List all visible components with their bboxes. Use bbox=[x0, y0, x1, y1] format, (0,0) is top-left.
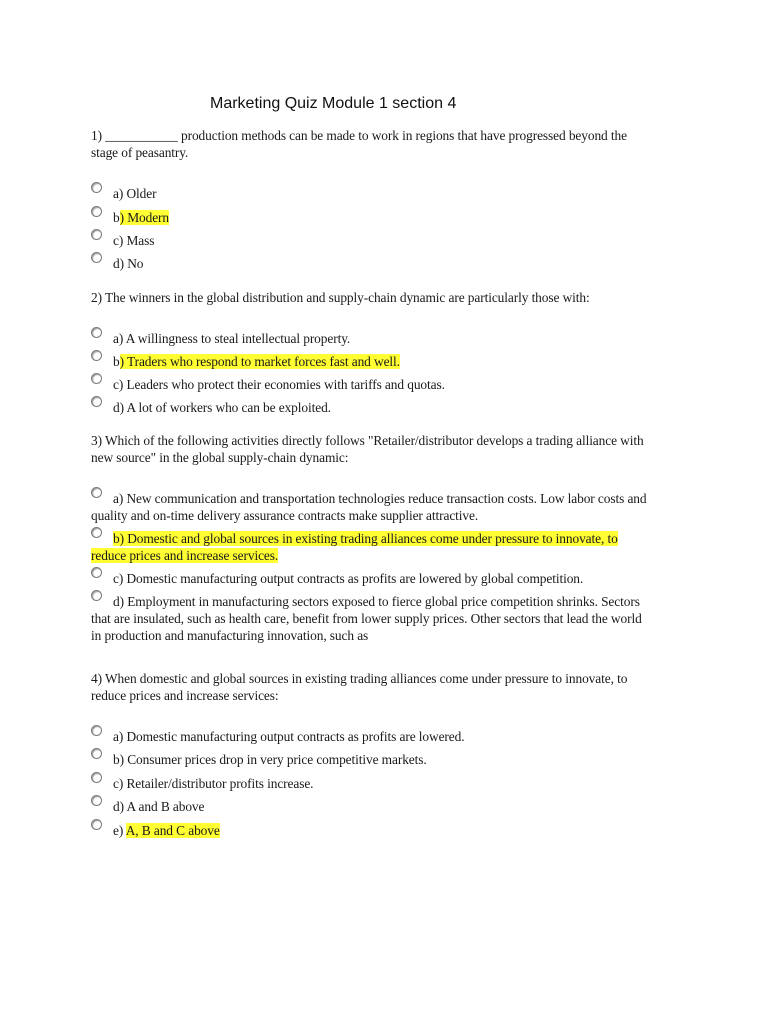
q1-option-d bbox=[91, 255, 691, 272]
q2-option-c bbox=[91, 376, 691, 393]
q2-option-d-label: d) A lot of workers who can be exploited. bbox=[113, 400, 331, 415]
q4-option-d bbox=[91, 798, 691, 815]
q3-option-a bbox=[91, 490, 691, 524]
q3-option-d-line-2: that are insulated, such as health care, benefit from lower supply prices. Other sectors that lead the world bbox=[91, 611, 642, 626]
q2-option-a-label: a) A willingness to steal intellectual property. bbox=[113, 331, 351, 346]
q1-option-c-label: c) Mass bbox=[113, 233, 155, 248]
q4-option-b bbox=[91, 751, 691, 768]
q1-option-b-answer-highlight: ) Modern bbox=[119, 210, 170, 225]
q1-option-a-label: a) Older bbox=[113, 186, 157, 201]
question-3-line-1: 3) Which of the following activities directly follows "Retailer/distributor develops a trading alliance with bbox=[91, 433, 644, 448]
q3-option-b-answer-highlight-1: b) Domestic and global sources in existing trading alliances come under pressure to innovate, to bbox=[113, 531, 618, 546]
page-title: Marketing Quiz Module 1 section 4 bbox=[210, 95, 457, 112]
q4-option-c-label: c) Retailer/distributor profits increase. bbox=[113, 776, 314, 791]
q3-option-b-answer-highlight-2: reduce prices and increase services. bbox=[91, 548, 279, 563]
q1-option-b bbox=[91, 209, 691, 226]
q4-option-d-label: d) A and B above bbox=[113, 799, 205, 814]
question-1-line-2: stage of peasantry. bbox=[91, 145, 189, 160]
question-2-prompt: 2) The winners in the global distribution and supply-chain dynamic are particularly those with: bbox=[91, 290, 590, 305]
q3-option-a-line-1: a) New communication and transportation technologies reduce transaction costs. Low labor costs and bbox=[113, 491, 647, 506]
q2-option-a bbox=[91, 330, 691, 347]
q4-option-e-prefix: e) bbox=[113, 823, 124, 838]
q4-option-e-answer-highlight: A, B and C above bbox=[125, 823, 220, 838]
q2-option-b bbox=[91, 353, 691, 370]
question-4-line-1: 4) When domestic and global sources in existing trading alliances come under pressure to innovate, to bbox=[91, 671, 628, 686]
q1-option-b-prefix: b bbox=[113, 210, 120, 225]
q3-option-d bbox=[91, 593, 691, 644]
q3-option-c bbox=[91, 570, 691, 587]
question-3-line-2: new source" in the global supply-chain dynamic: bbox=[91, 450, 349, 465]
q2-option-b-answer-highlight: ) Traders who respond to market forces fast and well. bbox=[119, 354, 400, 369]
q2-option-c-label: c) Leaders who protect their economies with tariffs and quotas. bbox=[113, 377, 445, 392]
q4-option-e bbox=[91, 822, 691, 839]
q4-option-a bbox=[91, 728, 691, 745]
q3-option-c-label: c) Domestic manufacturing output contracts as profits are lowered by global competition. bbox=[113, 571, 584, 586]
question-1-line-1: 1) ___________ production methods can be made to work in regions that have progressed beyond the bbox=[91, 128, 627, 143]
q3-option-d-line-1: d) Employment in manufacturing sectors exposed to fierce global price competition shrinks. Sectors bbox=[113, 594, 640, 609]
q3-option-b bbox=[91, 530, 691, 564]
q3-option-d-line-3: in production and manufacturing innovation, such as bbox=[91, 628, 369, 643]
question-4-prompt bbox=[91, 670, 691, 704]
q1-option-a bbox=[91, 185, 691, 202]
q1-option-d-label: d) No bbox=[113, 256, 144, 271]
question-1-prompt bbox=[91, 127, 691, 161]
q2-option-d bbox=[91, 399, 691, 416]
q3-option-a-line-2: quality and on-time delivery assurance contracts make supplier attractive. bbox=[91, 508, 479, 523]
q4-option-a-label: a) Domestic manufacturing output contracts as profits are lowered. bbox=[113, 729, 465, 744]
q1-option-c bbox=[91, 232, 691, 249]
q4-option-c bbox=[91, 775, 691, 792]
q2-option-b-prefix: b bbox=[113, 354, 120, 369]
question-3-prompt bbox=[91, 432, 691, 466]
q4-option-b-label: b) Consumer prices drop in very price competitive markets. bbox=[113, 752, 427, 767]
question-4-line-2: reduce prices and increase services: bbox=[91, 688, 279, 703]
